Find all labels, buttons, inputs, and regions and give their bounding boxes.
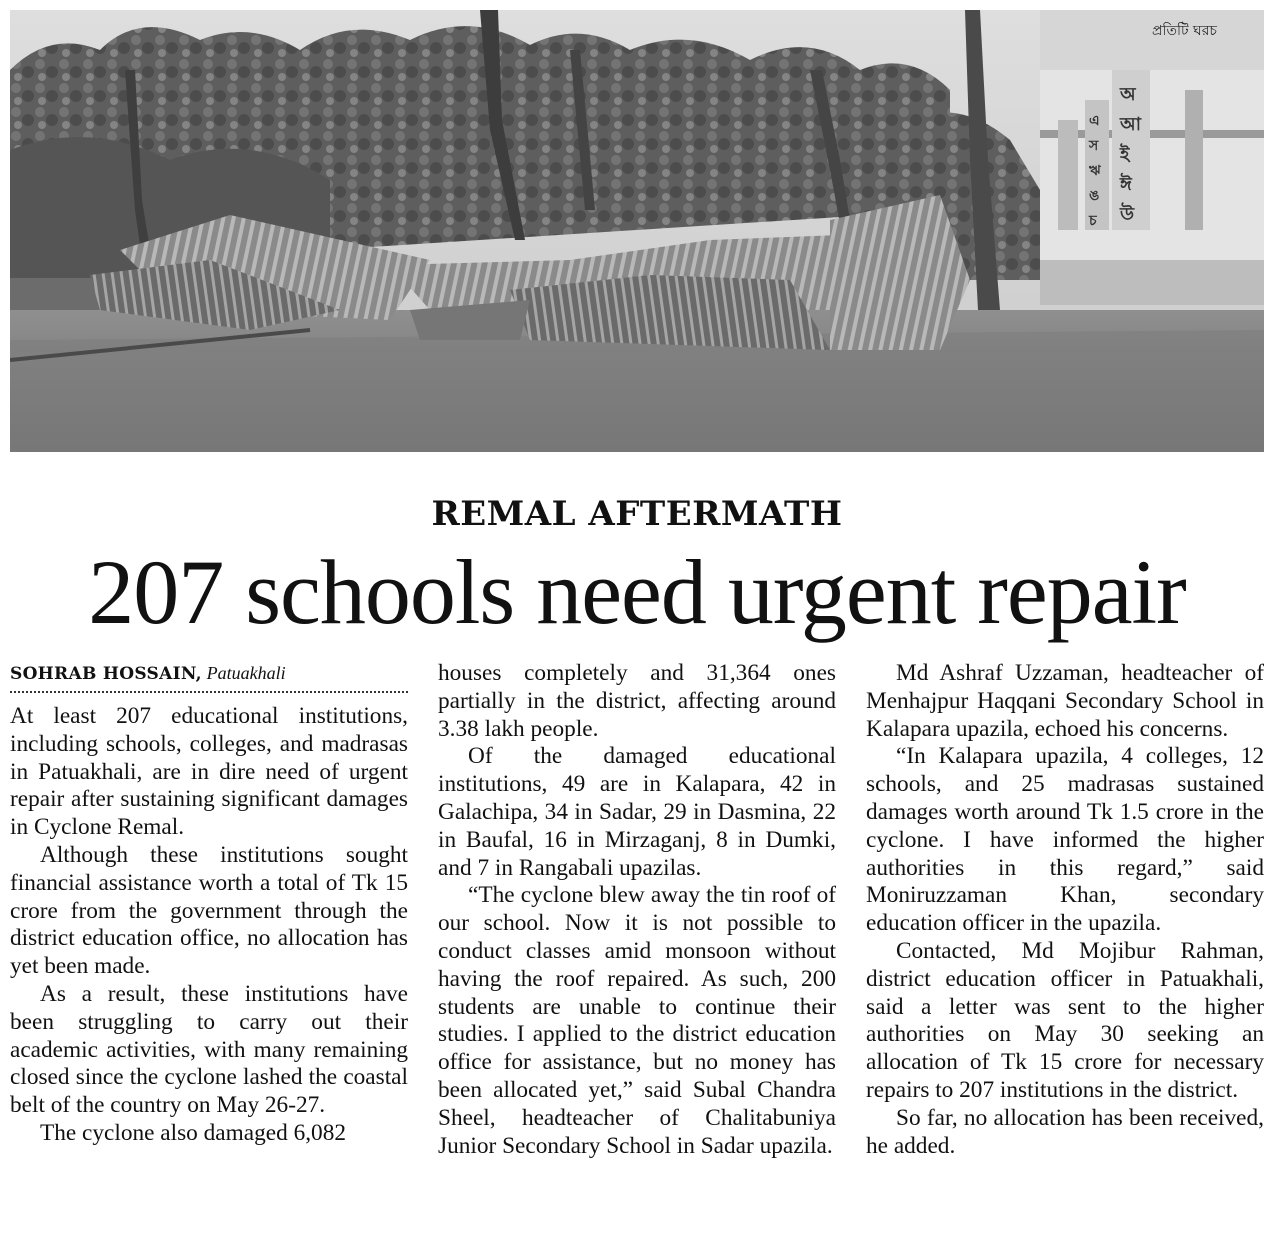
pillar-letter: ঋ: [1089, 163, 1101, 179]
article-paragraph: “The cyclone blew away the tin roof of our school. Now it is not possible to conduct classes amid monsoon without having the roof repaired. As such, 200 students are unable to continue their studies. I applied to the district education office for assistance, but no money has been allocated yet,” said Subal Chandra Sheel, headteacher of Chalitabuniya Junior Secondary School in Sadar upazila.: [438, 882, 836, 1159]
article-paragraph: Contacted, Md Mojibur Rahman, district education officer in Patuakhali, said a letter was sent to the higher authorities on May 30 seeking an allocation of Tk 15 crore for necessary repairs to 207 institutions in the district.: [866, 937, 1264, 1103]
article-paragraph: As a result, these institutions have been struggling to carry out their academic activities, with many remaining closed since the cyclone lashed the coastal belt of the country on May 26-27.: [10, 980, 408, 1119]
pillar-letter: এ: [1089, 113, 1100, 129]
article-column-2: [438, 660, 836, 1160]
article-paragraph: Although these institutions sought financial assistance worth a total of Tk 15 crore from the government through the district education office, no allocation has yet been made.: [10, 841, 408, 980]
article-paragraph: “In Kalapara upazila, 4 colleges, 12 schools, and 25 madrasas sustained damages worth around Tk 1.5 crore in the cyclone. I have informed the higher authorities in this regard,” said Moniruzzaman Khan, secondary education officer in the upazila.: [866, 743, 1264, 937]
article-paragraph: houses completely and 31,364 ones partially in the district, affecting around 3.38 lakh people.: [438, 660, 836, 742]
article-column-1: [10, 660, 408, 1148]
byline-divider: [10, 691, 408, 693]
pillar-letter: আ: [1120, 114, 1141, 135]
pillar-letter: ই: [1120, 144, 1130, 165]
pillar-letter: চ: [1089, 213, 1097, 229]
article-paragraph: Of the damaged educational institutions, 49 are in Kalapara, 42 in Galachipa, 34 in Sadar, 29 in Dasmina, 22 in Baufal, 16 in Mirzaganj, 8 in Dumki, and 7 in Rangabali upazilas.: [438, 743, 836, 881]
article-paragraph: Md Ashraf Uzzaman, headteacher of Menhajpur Haqqani Secondary School in Kalapara upazila, echoed his concerns.: [866, 660, 1264, 742]
article-paragraph: So far, no allocation has been received, he added.: [866, 1104, 1264, 1159]
article-paragraph: The cyclone also damaged 6,082: [40, 1119, 346, 1146]
photo-illustration: [10, 10, 1264, 452]
pillar-letter: স: [1089, 138, 1099, 154]
pillar-letter: উ: [1120, 204, 1135, 225]
byline-author: SOHRAB HOSSAIN,: [10, 664, 202, 684]
article-kicker: REMAL AFTERMATH: [431, 494, 843, 534]
article-column-3: [866, 660, 1264, 1160]
article-headline: 207 schools need urgent repair: [88, 541, 1186, 643]
article-photo: [10, 10, 1264, 452]
school-sign-text: প্রতিটি ঘরচ: [1152, 23, 1217, 39]
article-paragraph: At least 207 educational institutions, including schools, colleges, and madrasas in Patuakhali, are in dire need of urgent repair after sustaining significant damages in Cyclone Remal.: [10, 703, 408, 841]
pillar-letter: ঙ: [1089, 188, 1100, 204]
pillar-letter: অ: [1120, 84, 1136, 105]
byline-location: Patuakhali: [206, 663, 286, 683]
pillar-letter: ঈ: [1120, 174, 1132, 195]
byline: [10, 660, 408, 687]
